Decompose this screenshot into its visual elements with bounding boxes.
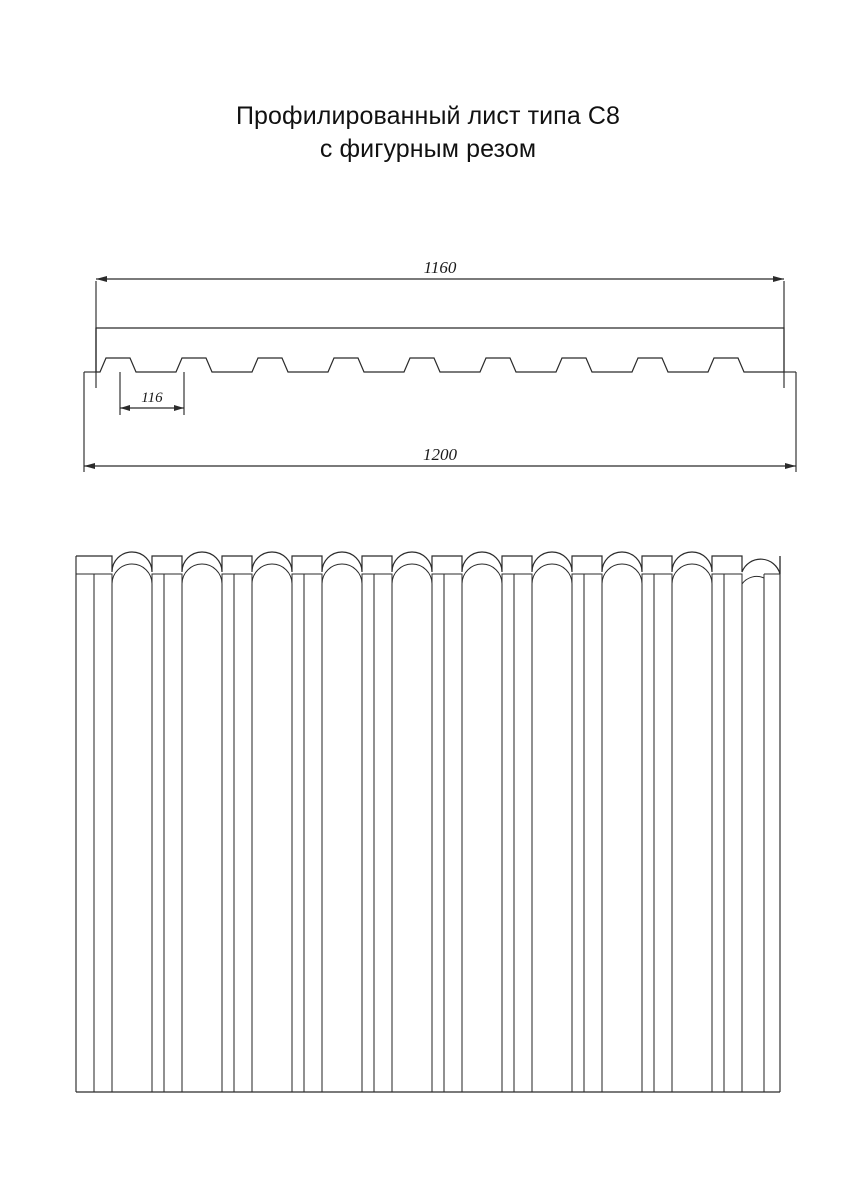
dim-label-116: 116 bbox=[141, 390, 163, 406]
front-view-svg bbox=[0, 540, 856, 1120]
title-line-2: с фигурным резом bbox=[319, 135, 537, 163]
figured-cut-top-edge bbox=[76, 552, 780, 574]
dim-label-1200: 1200 bbox=[423, 445, 457, 464]
dim-1200-arrow-right bbox=[785, 463, 796, 469]
cross-section-view bbox=[0, 240, 856, 490]
title-line-1: Профилированный лист типа С8 bbox=[235, 102, 621, 130]
profile-outline bbox=[96, 328, 784, 372]
page-title bbox=[0, 100, 856, 166]
dim-116-arrow-right bbox=[174, 405, 184, 411]
dim-1200-arrow-left bbox=[84, 463, 95, 469]
dim-116-arrow-left bbox=[120, 405, 130, 411]
rib-lines bbox=[94, 574, 764, 1092]
cross-section-svg bbox=[0, 240, 856, 490]
front-view bbox=[0, 540, 856, 1120]
dim-label-1160: 1160 bbox=[423, 258, 457, 277]
